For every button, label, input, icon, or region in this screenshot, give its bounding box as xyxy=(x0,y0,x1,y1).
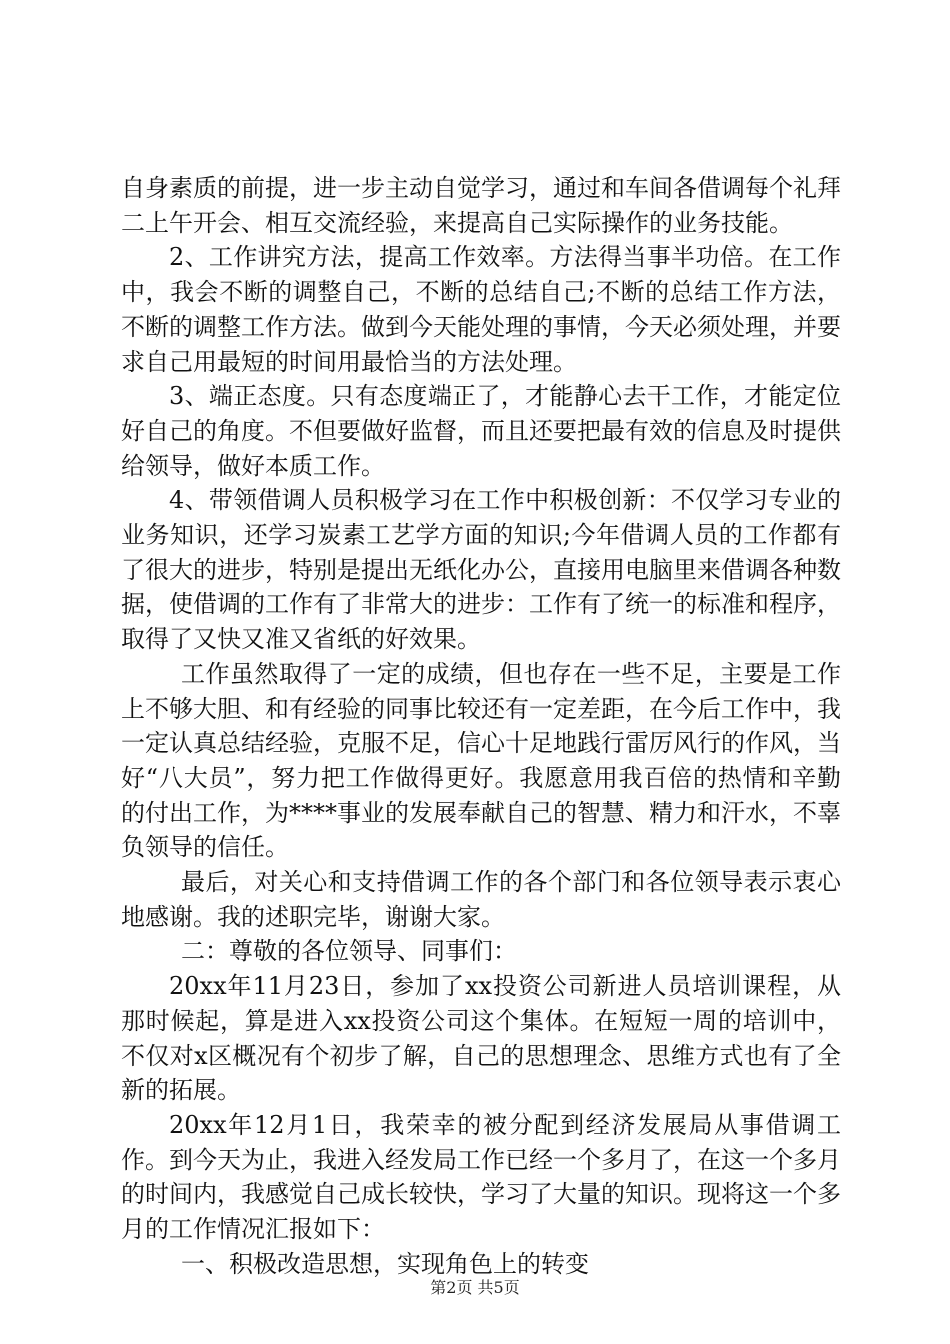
page-number-footer: 第2页 共5页 xyxy=(430,1278,520,1297)
paragraph-continuation: 自身素质的前提，进一步主动自觉学习，通过和车间各借调每个礼拜二上午开会、相互交流经验，来提高自己实际操作的业务技能。 xyxy=(121,174,841,237)
paragraph-assignment: 20xx年12月1日，我荣幸的被分配到经济发展局从事借调工作。到今天为止，我进入经发局工作已经一个多月了，在这一个多月的时间内，我感觉自己成长较快，学习了大量的知识。现将这一个多月的工作情况汇报如下： xyxy=(121,1110,841,1244)
paragraph-thanks: 最后，对关心和支持借调工作的各个部门和各位领导表示衷心地感谢。我的述职完毕，谢谢大家。 xyxy=(121,868,841,931)
paragraph-shortcomings: 工作虽然取得了一定的成绩，但也存在一些不足，主要是工作上不够大胆、和有经验的同事比较还有一定差距，在今后工作中，我一定认真总结经验，克服不足，信心十足地践行雷厉风行的作风，当好“八大员”，努力把工作做得更好。我愿意用我百倍的热情和辛勤的付出工作，为****事业的发展奉献自己的智慧、精力和汗水，不辜负领导的信任。 xyxy=(121,659,841,862)
paragraph-item-4: 4、带领借调人员积极学习在工作中积极创新：不仅学习专业的业务知识，还学习炭素工艺学方面的知识;今年借调人员的工作都有了很大的进步，特别是提出无纸化办公，直接用电脑里来借调各种数据，使借调的工作有了非常大的进步：工作有了统一的标准和程序，取得了又快又准又省纸的好效果。 xyxy=(121,486,841,654)
document-body xyxy=(121,171,841,1282)
paragraph-greeting: 二：尊敬的各位领导、同事们： xyxy=(181,937,517,966)
section-heading: 一、积极改造思想，实现角色上的转变 xyxy=(181,1249,589,1278)
paragraph-item-3: 3、端正态度。只有态度端正了，才能静心去干工作，才能定位好自己的角度。不但要做好监督，而且还要把最有效的信息及时提供给领导，做好本质工作。 xyxy=(121,382,841,480)
paragraph-training: 20xx年11月23日，参加了xx投资公司新进人员培训课程，从那时候起，算是进入xx投资公司这个集体。在短短一周的培训中，不仅对x区概况有个初步了解，自己的思想理念、思维方式也有了全新的拓展。 xyxy=(121,972,841,1105)
paragraph-item-2: 2、工作讲究方法，提高工作效率。方法得当事半功倍。在工作中，我会不断的调整自己，不断的总结自己;不断的总结工作方法，不断的调整工作方法。做到今天能处理的事情，今天必须处理，并要求自己用最短的时间用最恰当的方法处理。 xyxy=(121,243,841,376)
